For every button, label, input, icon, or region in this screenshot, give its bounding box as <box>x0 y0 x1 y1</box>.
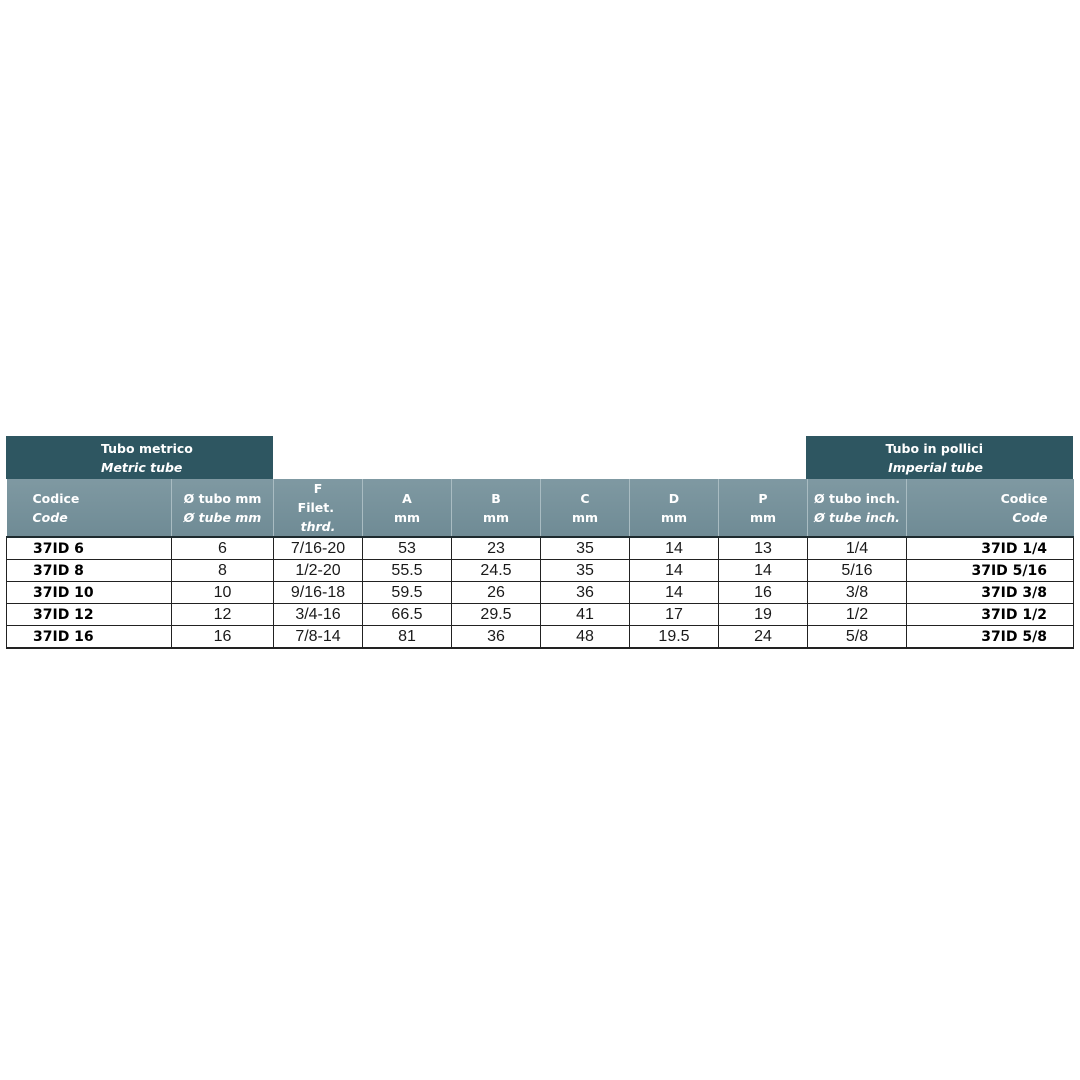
cell-tube-inch: 1/2 <box>808 604 907 626</box>
cell-thread: 9/16-18 <box>274 582 363 604</box>
table-row <box>7 537 1074 560</box>
col-header-code-metric: Codice Code <box>7 479 172 537</box>
cell-tube-mm: 6 <box>172 537 274 560</box>
metric-group-title: Tubo metrico <box>101 440 193 456</box>
col-header-p: P mm <box>719 479 808 537</box>
imperial-tube-group-header <box>806 436 1073 479</box>
cell-p-mm: 24 <box>719 626 808 649</box>
cell-c-mm: 36 <box>541 582 630 604</box>
table-row <box>7 560 1074 582</box>
cell-p-mm: 19 <box>719 604 808 626</box>
cell-tube-mm: 12 <box>172 604 274 626</box>
cell-d-mm: 14 <box>630 582 719 604</box>
col-header-a: A mm <box>363 479 452 537</box>
cell-code-imperial: 37ID 5/16 <box>907 560 1074 582</box>
cell-tube-mm: 10 <box>172 582 274 604</box>
cell-d-mm: 14 <box>630 560 719 582</box>
cell-tube-inch: 3/8 <box>808 582 907 604</box>
cell-code-metric: 37ID 6 <box>7 537 172 560</box>
cell-a-mm: 81 <box>363 626 452 649</box>
cell-p-mm: 13 <box>719 537 808 560</box>
cell-c-mm: 41 <box>541 604 630 626</box>
col-header-code-imperial: Codice Code <box>907 479 1074 537</box>
cell-b-mm: 26 <box>452 582 541 604</box>
cell-code-metric: 37ID 10 <box>7 582 172 604</box>
table-row <box>7 626 1074 649</box>
metric-tube-group-header <box>6 436 273 479</box>
cell-d-mm: 17 <box>630 604 719 626</box>
cell-code-metric: 37ID 12 <box>7 604 172 626</box>
table-row <box>7 582 1074 604</box>
cell-tube-mm: 8 <box>172 560 274 582</box>
col-header-d: D mm <box>630 479 719 537</box>
cell-thread: 1/2-20 <box>274 560 363 582</box>
col-header-tube-mm: Ø tubo mm Ø tube mm <box>172 479 274 537</box>
metric-group-subtitle: Metric tube <box>101 459 183 475</box>
cell-p-mm: 16 <box>719 582 808 604</box>
column-header-row <box>7 479 1074 537</box>
cell-tube-mm: 16 <box>172 626 274 649</box>
table-row <box>7 604 1074 626</box>
col-header-b: B mm <box>452 479 541 537</box>
cell-a-mm: 66.5 <box>363 604 452 626</box>
cell-d-mm: 14 <box>630 537 719 560</box>
col-header-tube-inch: Ø tubo inch. Ø tube inch. <box>808 479 907 537</box>
cell-tube-inch: 5/16 <box>808 560 907 582</box>
cell-code-imperial: 37ID 3/8 <box>907 582 1074 604</box>
imperial-group-subtitle: Imperial tube <box>888 459 983 475</box>
col-header-c: C mm <box>541 479 630 537</box>
cell-code-imperial: 37ID 5/8 <box>907 626 1074 649</box>
cell-c-mm: 35 <box>541 560 630 582</box>
cell-thread: 7/16-20 <box>274 537 363 560</box>
cell-c-mm: 48 <box>541 626 630 649</box>
cell-b-mm: 29.5 <box>452 604 541 626</box>
cell-p-mm: 14 <box>719 560 808 582</box>
col-header-f-thread: F Filet. thrd. <box>274 479 363 537</box>
cell-code-metric: 37ID 8 <box>7 560 172 582</box>
cell-b-mm: 24.5 <box>452 560 541 582</box>
cell-code-metric: 37ID 16 <box>7 626 172 649</box>
imperial-group-title: Tubo in pollici <box>885 440 983 456</box>
cell-b-mm: 36 <box>452 626 541 649</box>
cell-code-imperial: 37ID 1/4 <box>907 537 1074 560</box>
cell-code-imperial: 37ID 1/2 <box>907 604 1074 626</box>
cell-d-mm: 19.5 <box>630 626 719 649</box>
cell-c-mm: 35 <box>541 537 630 560</box>
cell-a-mm: 59.5 <box>363 582 452 604</box>
fitting-spec-table <box>6 479 1074 649</box>
cell-a-mm: 53 <box>363 537 452 560</box>
cell-thread: 7/8-14 <box>274 626 363 649</box>
cell-tube-inch: 5/8 <box>808 626 907 649</box>
cell-thread: 3/4-16 <box>274 604 363 626</box>
cell-b-mm: 23 <box>452 537 541 560</box>
cell-a-mm: 55.5 <box>363 560 452 582</box>
cell-tube-inch: 1/4 <box>808 537 907 560</box>
